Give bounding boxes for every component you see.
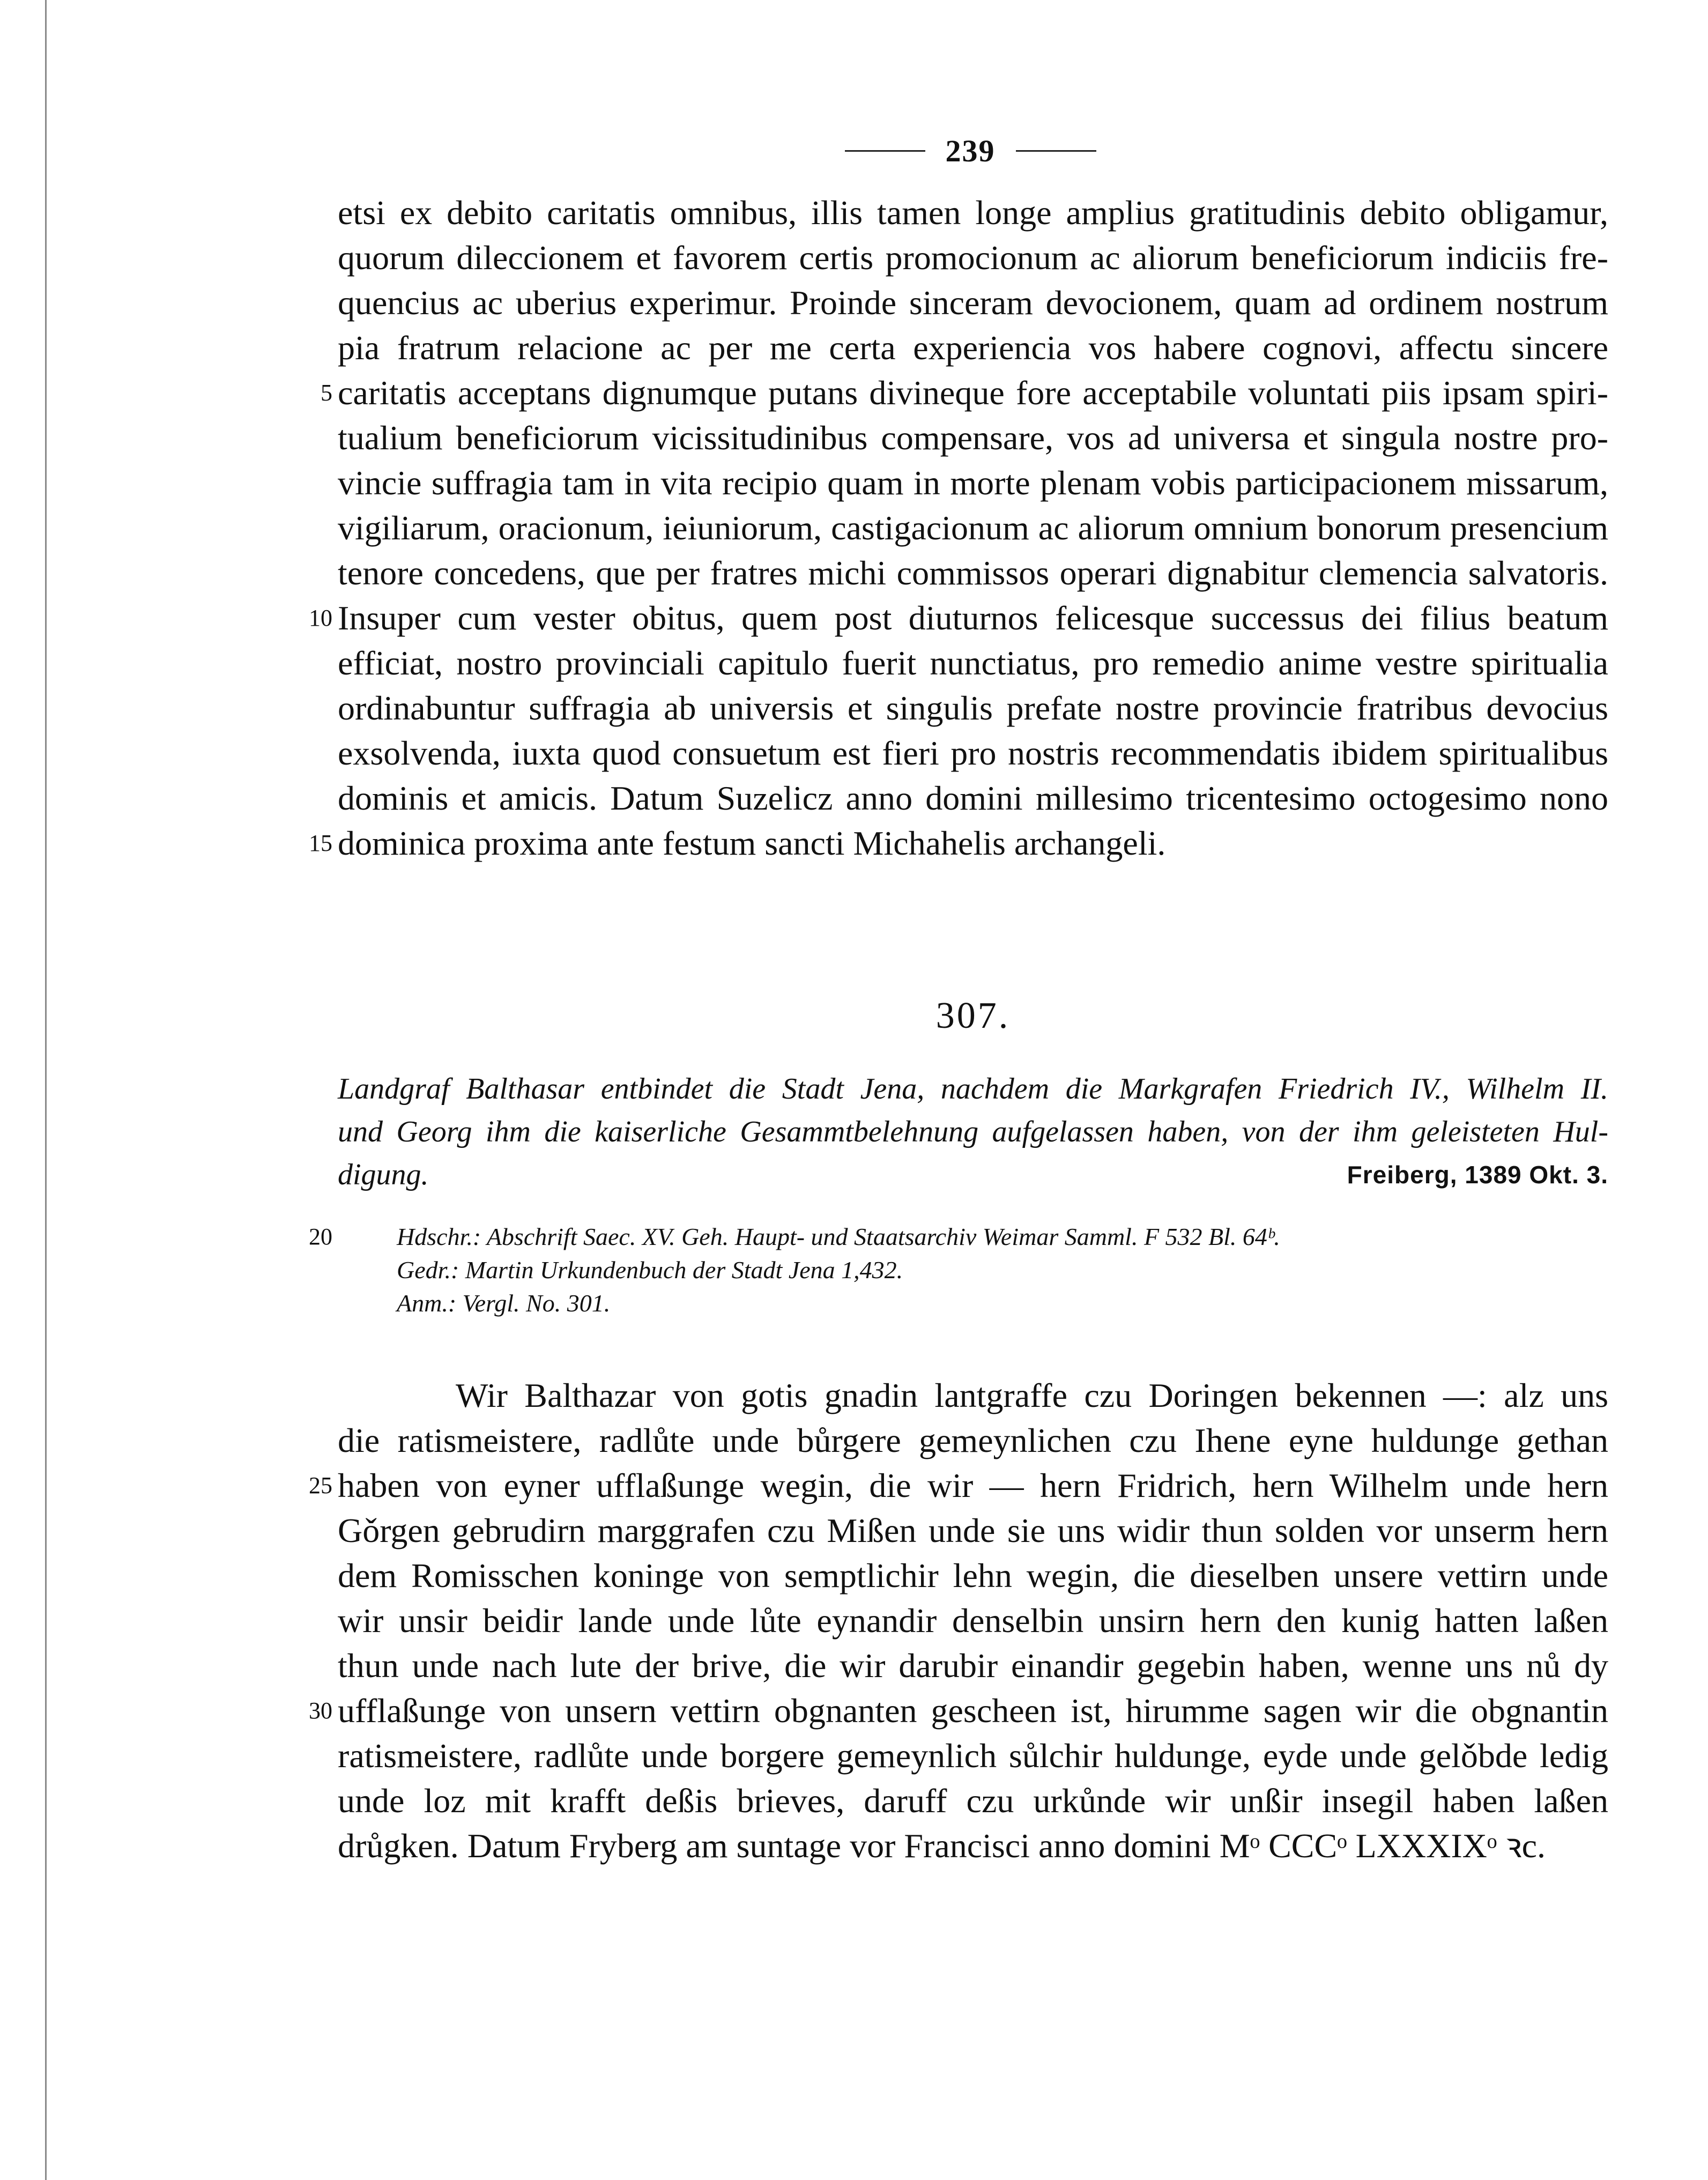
text-line: Insuper cum vester obitus, quem post diuturnos felicesque successus dei filius beatum [338, 599, 1608, 637]
text-line: efficiat, nostro provinciali capitulo fuerit nunctiatus, pro remedio anime vestre spiritualia [338, 644, 1608, 682]
line-number: 20 [309, 1224, 332, 1250]
scan-binding-edge [45, 0, 47, 2180]
text-line: ratismeistere, radlůte unde borgere gemeynlich sůlchir huldunge, eyde unde gelǒbde ledig [338, 1737, 1608, 1775]
header-rule-left [845, 150, 925, 152]
regest-line: und Georg ihm die kaiserliche Gesammtbelehnung aufgelassen haben, von der ihm geleisteten Hul- [338, 1115, 1608, 1148]
regest-line: Landgraf Balthasar entbindet die Stadt Jena, nachdem die Markgrafen Friedrich IV., Wilhelm II. [338, 1072, 1608, 1106]
text-line: wir unsir beidir lande unde lůte eynandir denselbin unsirn hern den kunig hatten laßen [338, 1601, 1608, 1640]
text-line: tualium beneficiorum vicissitudinibus compensare, vos ad universa et singula nostre pro- [338, 419, 1608, 457]
document-number: 307. [935, 995, 1011, 1036]
text-line: pia fratrum relacione ac per me certa experiencia vos habere cognovi, affectu sincere [338, 329, 1608, 367]
text-line: caritatis acceptans dignumque putans divineque fore acceptabile voluntati piis ipsam spiri- [338, 374, 1608, 412]
text-line: Wir Balthazar von gotis gnadin lantgraffe czu Doringen bekennen —: alz uns [456, 1376, 1608, 1414]
place-date: Freiberg, 1389 Okt. 3. [1347, 1161, 1608, 1189]
text-line: vigiliarum, oracionum, ieiuniorum, castigacionum ac aliorum omnium bonorum presencium [338, 509, 1608, 547]
header-rule-right [1016, 150, 1096, 152]
text-line: die ratismeistere, radlůte unde bůrgere gemeynlichen czu Ihene eyne huldunge gethan [338, 1421, 1608, 1459]
text-line: ordinabuntur suffragia ab universis et singulis prefate nostre provincie fratribus devocius [338, 689, 1608, 727]
line-number: 5 [321, 380, 332, 406]
text-line: dominis et amicis. Datum Suzelicz anno domini millesimo tricentesimo octogesimo nono [338, 779, 1608, 817]
line-number: 15 [309, 830, 332, 856]
source-note: Anm.: Vergl. No. 301. [397, 1289, 611, 1317]
page-header [826, 133, 1115, 169]
text-line: thun unde nach lute der brive, die wir darubir einandir gegebin haben, wenne uns nů dy [338, 1647, 1608, 1685]
text-line: quencius ac uberius experimur. Proinde sinceram devocionem, quam ad ordinem nostrum [338, 284, 1608, 322]
text-line: tenore concedens, que per fratres michi commissos operari dignabitur clemencia salvatoris. [338, 554, 1608, 592]
text-line: ufflaßunge von unsern vettirn obgnanten gescheen ist, hirumme sagen wir die obgnantin [338, 1692, 1608, 1730]
source-note: Gedr.: Martin Urkundenbuch der Stadt Jena 1,432. [397, 1256, 903, 1284]
text-line: Gǒrgen gebrudirn marggrafen czu Mißen unde sie uns widir thun solden vor unserm hern [338, 1511, 1608, 1549]
text-line: dominica proxima ante festum sancti Michahelis archangeli. [338, 824, 1166, 862]
line-number: 25 [309, 1472, 332, 1499]
text-line: vincie suffragia tam in vita recipio quam in morte plenam vobis participacionem missarum, [338, 464, 1608, 502]
page-number: 239 [945, 134, 996, 168]
text-line: exsolvenda, iuxta quod consuetum est fieri pro nostris recommendatis ibidem spiritualibus [338, 734, 1608, 772]
line-number: 10 [309, 605, 332, 631]
text-line: unde loz mit krafft deßis brieves, daruff czu urkůnde wir unßir insegil haben laßen [338, 1782, 1608, 1820]
text-line: haben von eyner ufflaßunge wegin, die wir — hern Fridrich, hern Wilhelm unde hern [338, 1466, 1608, 1504]
text-line: dem Romisschen koninge von semptlichir lehn wegin, die dieselben unsere vettirn unde [338, 1556, 1608, 1595]
regest-line: digung. [338, 1158, 429, 1191]
line-number: 30 [309, 1697, 332, 1724]
source-note: Hdschr.: Abschrift Saec. XV. Geh. Haupt- und Staatsarchiv Weimar Samml. F 532 Bl. 64ᵇ. [397, 1223, 1280, 1250]
text-line: etsi ex debito caritatis omnibus, illis tamen longe amplius gratitudinis debito obligamur, [338, 194, 1608, 232]
text-line: quorum dileccionem et favorem certis promocionum ac aliorum beneficiorum indiciis fre- [338, 239, 1608, 277]
text-line: drůgken. Datum Fryberg am suntage vor Francisci anno domini Mᵒ CCCᵒ LXXXIXᵒ ꝛc. [338, 1827, 1546, 1865]
